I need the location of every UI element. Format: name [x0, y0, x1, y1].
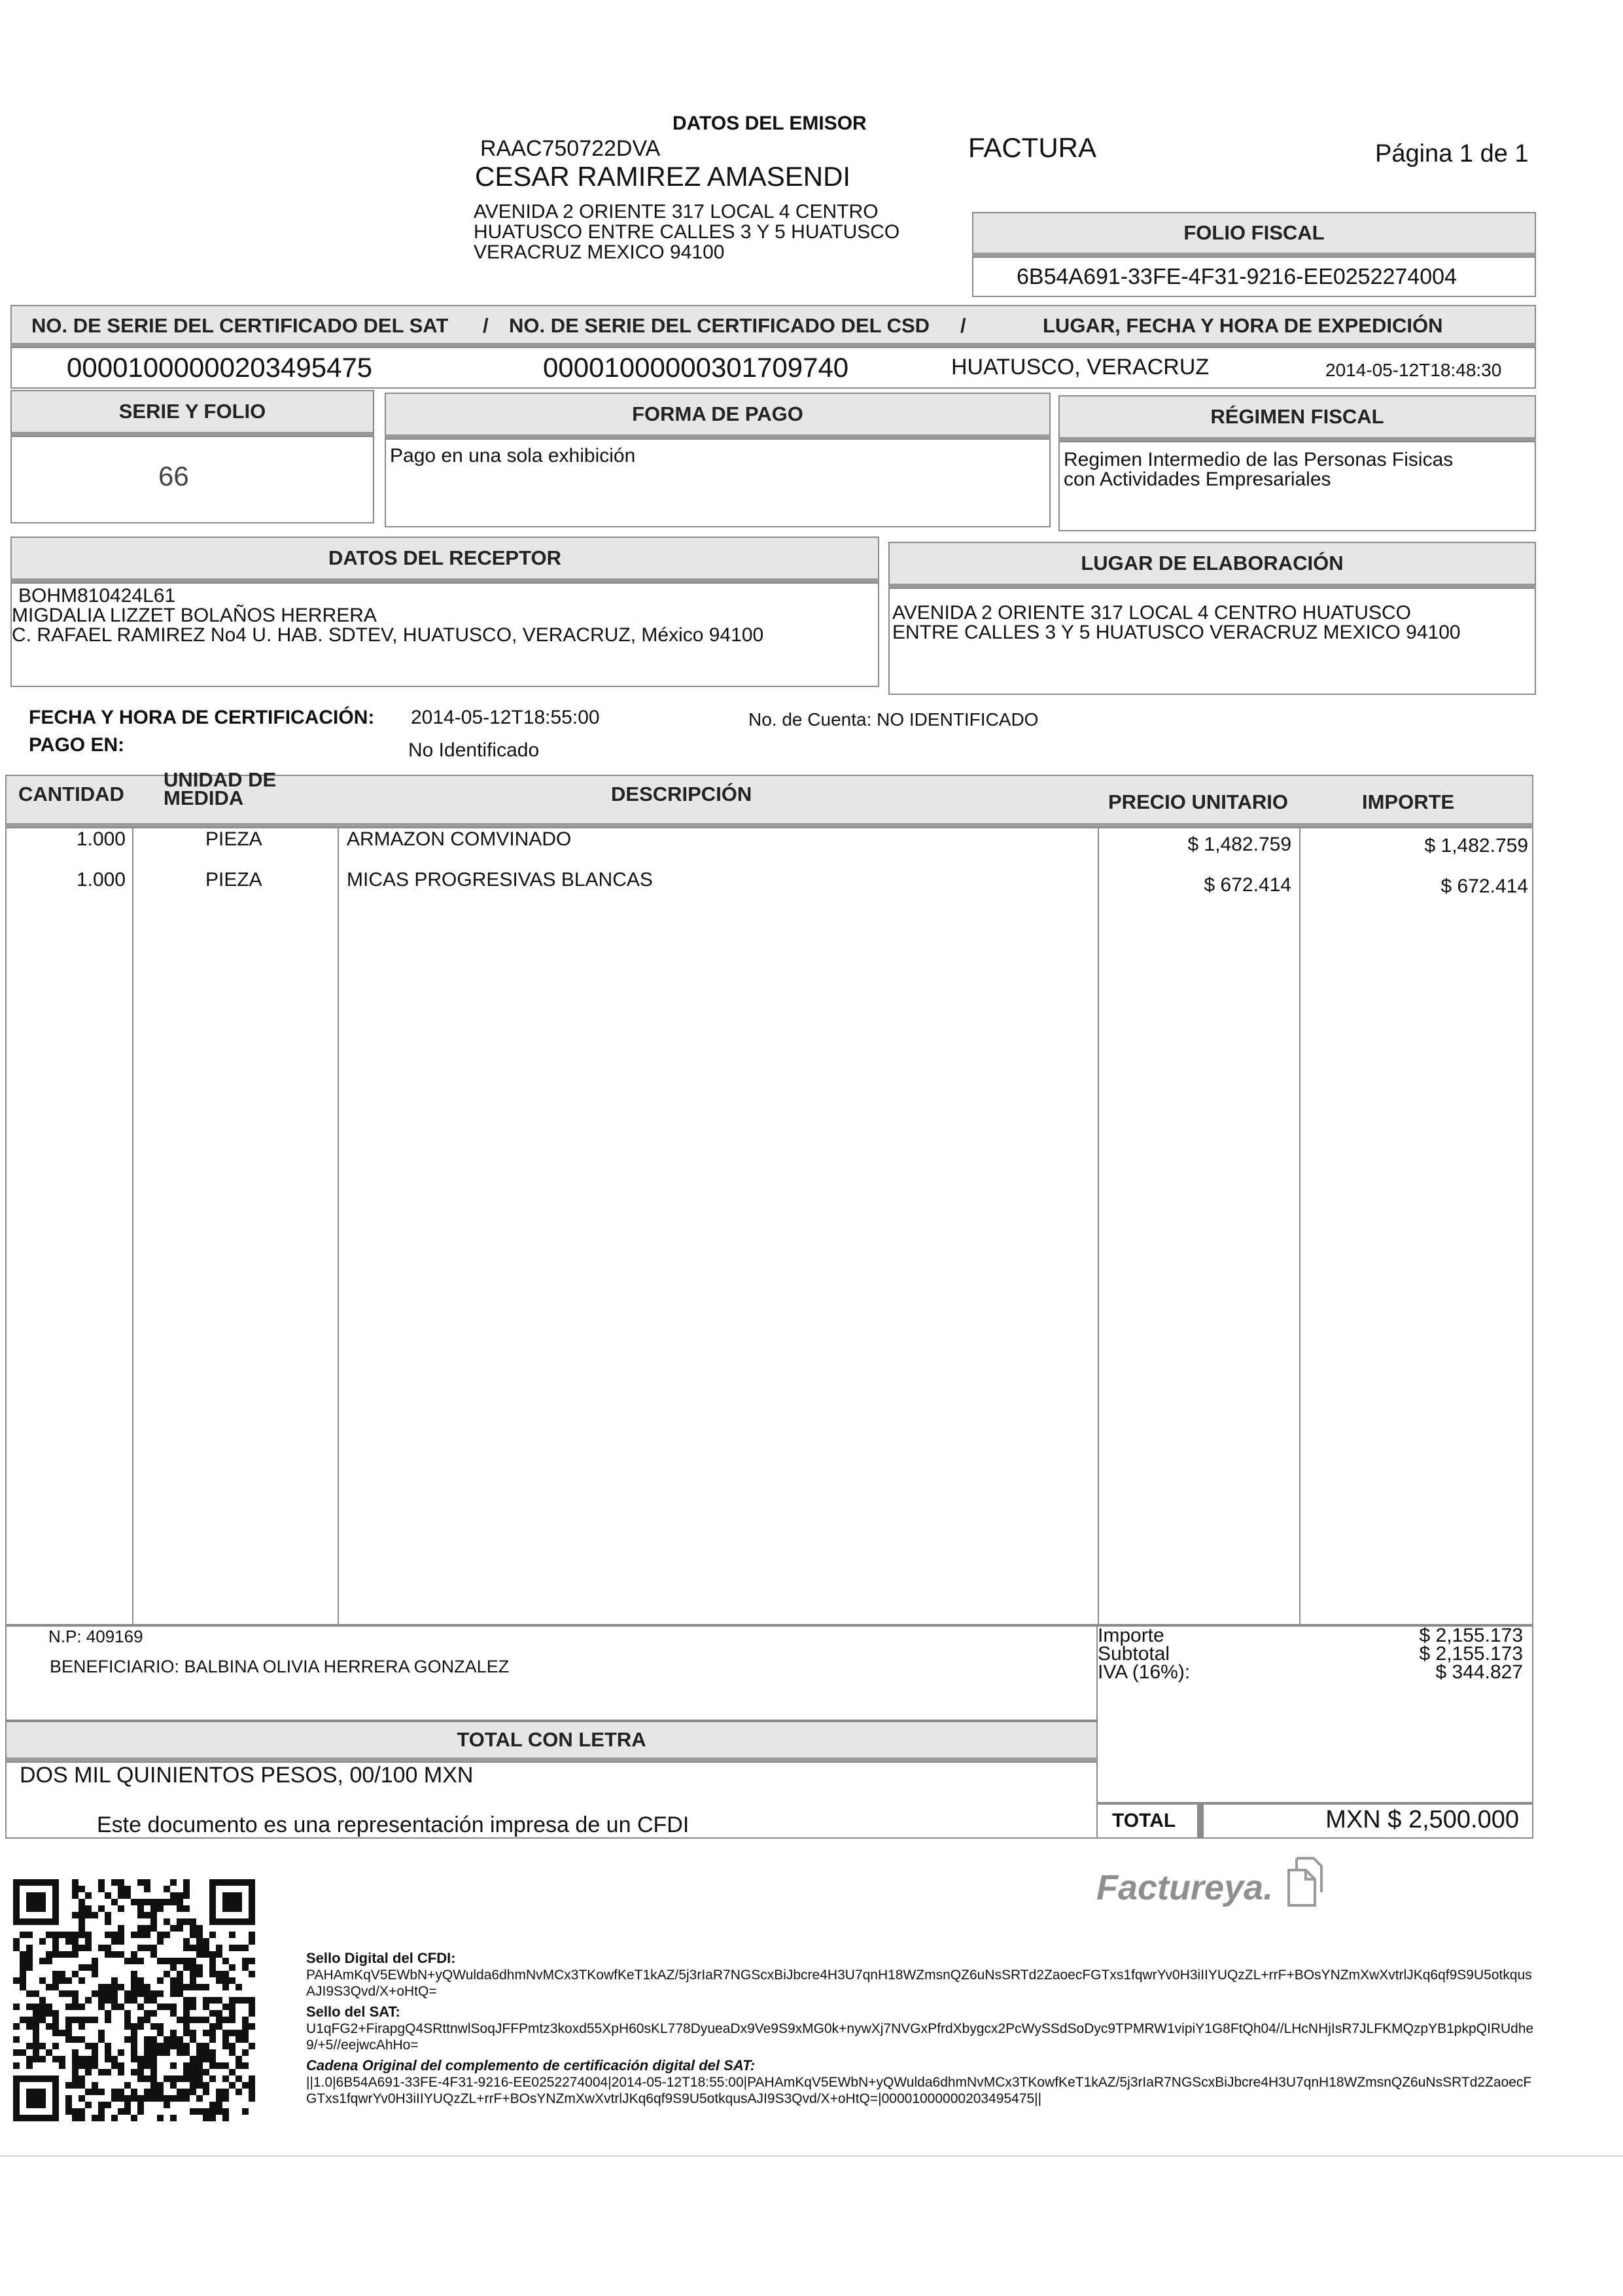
- col-divider: [132, 828, 133, 1627]
- folio-fiscal-value: 6B54A691-33FE-4F31-9216-EE0252274004: [1017, 264, 1457, 289]
- cert-sat-label: NO. DE SERIE DEL CERTIFICADO DEL SAT: [31, 314, 449, 337]
- col-divider: [1098, 828, 1099, 1627]
- folio-fiscal-box: [972, 256, 1536, 297]
- forma-pago-value: Pago en una sola exhibición: [390, 445, 636, 467]
- col-divider: [338, 828, 339, 1627]
- notes-box: [5, 1625, 1098, 1721]
- total-letra-header: TOTAL CON LETRA: [5, 1721, 1098, 1761]
- row-unidad: PIEZA: [205, 869, 262, 891]
- forma-pago-box: [385, 438, 1051, 527]
- col-header-unidad-line: MEDIDA: [164, 786, 244, 809]
- serie-folio-header: SERIE Y FOLIO: [10, 390, 374, 436]
- row-precio: $ 1,482.759: [1187, 834, 1291, 855]
- numero-cuenta: No. de Cuenta: NO IDENTIFICADO: [748, 709, 1039, 730]
- col-header-unidad: [164, 768, 277, 809]
- cadena-original-value: ||1.0|6B54A691-33FE-4F31-9216-EE0252274004|2014-05-12T18:55:00|PAHAmKqV5EWbN+yQWulda6dhmNvMCx3TKowfKeT1kAZ/5j3rIaR7NGScxBiJbcre4H3U7qnH18WZmsnQZ6uNsSRTd2ZaoecFGTxs1fqwrYv0H3iIIYUQzZL+rrF+BOsYNZmXwXvtrlJKq6qf9S9U5otkqusAJI9S3Qvd/X+oHtQ=|00001000000203495475||: [306, 2075, 1532, 2106]
- brand-logo: Factureya.: [1096, 1868, 1274, 1907]
- row-precio: $ 672.414: [1204, 874, 1291, 896]
- np-note: N.P: 409169: [48, 1627, 143, 1646]
- doc-type-title: FACTURA: [968, 132, 1097, 163]
- iva-label: IVA (16%):: [1098, 1661, 1191, 1683]
- receptor-name: MIGDALIA LIZZET BOLAÑOS HERRERA: [12, 605, 377, 626]
- col-header-cantidad: CANTIDAD: [18, 783, 124, 805]
- col-header-descripcion: DESCRIPCIÓN: [611, 783, 752, 805]
- table-header: [5, 768, 1533, 827]
- regimen-line: con Actividades Empresariales: [1064, 468, 1331, 490]
- total-letra-box: [5, 1761, 1098, 1839]
- emisor-address-line: VERACRUZ MEXICO 94100: [474, 241, 725, 263]
- cert-separator: /: [483, 314, 489, 337]
- emisor-heading: DATOS DEL EMISOR: [672, 113, 867, 134]
- emisor-address-line: AVENIDA 2 ORIENTE 317 LOCAL 4 CENTRO: [474, 201, 879, 222]
- emisor-address: [474, 202, 899, 262]
- regimen-fiscal-header: RÉGIMEN FISCAL: [1058, 395, 1536, 441]
- sello-sat-title: Sello del SAT:: [306, 2004, 400, 2020]
- serie-folio-box: [10, 436, 374, 523]
- importe-value: $ 2,155.173: [1419, 1625, 1523, 1646]
- serie-folio-value: 66: [158, 461, 189, 491]
- elaboracion-box: [888, 588, 1536, 695]
- elaboracion-address: [892, 603, 1461, 643]
- cert-header-bar: [10, 305, 1536, 347]
- pago-en-label: PAGO EN:: [29, 734, 125, 756]
- regimen-line: Regimen Intermedio de las Personas Fisicas: [1064, 449, 1454, 470]
- row-unidad: PIEZA: [205, 828, 262, 850]
- elaboracion-line: AVENIDA 2 ORIENTE 317 LOCAL 4 CENTRO HUATUSCO: [892, 602, 1411, 624]
- emisor-address-line: HUATUSCO ENTRE CALLES 3 Y 5 HUATUSCO: [474, 221, 900, 243]
- sello-sat-value: U1qFG2+FirapgQ4SRttnwlSoqJFFPmtz3koxd55XpH60sKL778DyueaDx9Ve9S9xMG0k+nywXj7NVGxPfrdXbygcx2PcWySSdSoDyc9TPMRW1vipiY1G8FtQh04//LHcNHjIsR7JLFKMQzpYB1pkpQIRUdhe9/+5//eejwcAhHo=: [306, 2021, 1534, 2053]
- seals-section: [306, 1950, 1536, 2107]
- col-divider: [1299, 828, 1300, 1627]
- cert-csd-value: 00001000000301709740: [543, 352, 849, 383]
- receptor-header: DATOS DEL RECEPTOR: [10, 537, 879, 582]
- cfdi-note: Este documento es una representación impresa de un CFDI: [97, 1812, 689, 1837]
- cadena-original-title: Cadena Original del complemento de certificación digital del SAT:: [306, 2057, 756, 2074]
- elaboracion-header: LUGAR DE ELABORACIÓN: [888, 542, 1536, 588]
- sello-cfdi-value: PAHAmKqV5EWbN+yQWulda6dhmNvMCx3TKowfKeT1kAZ/5j3rIaR7NGScxBiJbcre4H3U7qnH18WZmsnQZ6uNsSRTd2ZaoecFGTxs1fqwrYv0H3iIIYUQzZL+rrF+BOsYNZmXwXvtrlJKq6qf9S9U5otkqusAJI9S3Qvd/X+oHtQ=: [306, 1968, 1532, 1999]
- col-header-unidad-line: UNIDAD DE: [164, 768, 277, 791]
- receptor-box: [10, 582, 879, 687]
- certificacion-value: 2014-05-12T18:55:00: [411, 707, 600, 728]
- pago-en-value: No Identificado: [408, 739, 540, 761]
- row-cantidad: 1.000: [76, 869, 126, 891]
- fecha-expedicion-value: 2014-05-12T18:48:30: [1325, 360, 1502, 380]
- cert-csd-label: NO. DE SERIE DEL CERTIFICADO DEL CSD: [509, 314, 930, 337]
- total-divider: [1197, 1805, 1204, 1837]
- total-value: MXN $ 2,500.000: [1325, 1806, 1519, 1833]
- subtotal-value: $ 2,155.173: [1419, 1643, 1523, 1665]
- row-descripcion: ARMAZON COMVINADO: [347, 828, 572, 850]
- emisor-name: CESAR RAMIREZ AMASENDI: [475, 161, 851, 192]
- page-indicator: Página 1 de 1: [1375, 140, 1529, 168]
- lugar-expedicion-value: HUATUSCO, VERACRUZ: [951, 355, 1210, 380]
- scan-edge-line: [0, 2155, 1623, 2157]
- receptor-address: C. RAFAEL RAMIREZ No4 U. HAB. SDTEV, HUATUSCO, VERACRUZ, México 94100: [12, 624, 764, 646]
- col-header-importe: IMPORTE: [1362, 790, 1455, 813]
- qr-code-icon: [13, 1879, 255, 2121]
- certificacion-label: FECHA Y HORA DE CERTIFICACIÓN:: [29, 707, 375, 728]
- subtotal-label: Subtotal: [1098, 1643, 1170, 1665]
- regimen-fiscal-box: [1058, 441, 1536, 531]
- elaboracion-line: ENTRE CALLES 3 Y 5 HUATUSCO VERACRUZ MEXICO 94100: [892, 622, 1461, 643]
- emisor-rfc: RAAC750722DVA: [480, 136, 661, 161]
- forma-pago-header: FORMA DE PAGO: [385, 393, 1051, 438]
- row-cantidad: 1.000: [76, 828, 126, 850]
- col-header-precio: PRECIO UNITARIO: [1108, 790, 1288, 813]
- cert-sat-value: 00001000000203495475: [67, 352, 373, 383]
- cert-separator: /: [960, 314, 966, 337]
- regimen-fiscal-value: [1064, 450, 1453, 489]
- sello-cfdi-title: Sello Digital del CFDI:: [306, 1950, 456, 1966]
- lugar-fecha-label: LUGAR, FECHA Y HORA DE EXPEDICIÓN: [1043, 314, 1443, 337]
- total-letra-value: DOS MIL QUINIENTOS PESOS, 00/100 MXN: [20, 1763, 474, 1788]
- total-label: TOTAL: [1112, 1810, 1176, 1831]
- row-descripcion: MICAS PROGRESIVAS BLANCAS: [347, 869, 653, 891]
- total-row: [1096, 1803, 1533, 1839]
- folio-fiscal-header: FOLIO FISCAL: [972, 212, 1536, 256]
- row-importe: $ 1,482.759: [1424, 835, 1528, 857]
- row-importe: $ 672.414: [1440, 875, 1528, 897]
- importe-label: Importe: [1098, 1625, 1164, 1646]
- receptor-rfc: BOHM810424L61: [18, 585, 176, 607]
- document-icon: [1281, 1856, 1324, 1908]
- cert-values-box: [10, 347, 1536, 389]
- items-table-body: [5, 827, 1533, 1625]
- totals-box: [1096, 1625, 1533, 1803]
- iva-value: $ 344.827: [1435, 1661, 1523, 1683]
- beneficiario-note: BENEFICIARIO: BALBINA OLIVIA HERRERA GONZALEZ: [50, 1657, 510, 1676]
